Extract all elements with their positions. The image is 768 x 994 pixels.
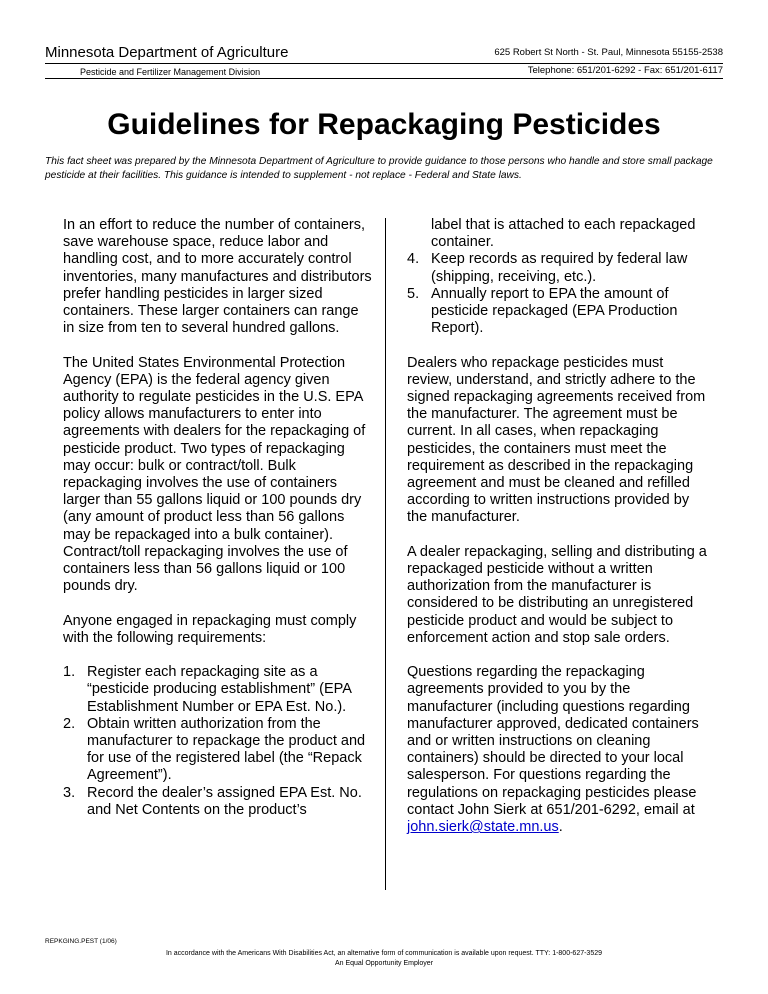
right-paragraph-2: A dealer repackaging, selling and distributing a repackaged pesticide without a written authorization from the manufacturer is considered to be distributing an unregistered pesticide product and would be subject to enforcement action and stop sale orders. bbox=[407, 543, 707, 646]
header-rule-top bbox=[45, 63, 723, 64]
list-item bbox=[407, 286, 707, 338]
list-item-text: Obtain written authorization from the manufacturer to repackage the product and for use of the registered label (the “Repack Agreement”). bbox=[87, 715, 366, 784]
agency-telephone: Telephone: 651/201-6292 - Fax: 651/201-6117 bbox=[527, 65, 723, 76]
left-paragraph-3: Anyone engaged in repackaging must comply with the following requirements: bbox=[63, 612, 357, 646]
list-item-continuation: label that is attached to each repackaged container. bbox=[431, 217, 696, 251]
sentence-period: . bbox=[558, 819, 563, 836]
intro-paragraph: This fact sheet was prepared by the Minnesota Department of Agriculture to provide guidance to those persons who handle and store small package pesticide at their facilities. This guidance is intended to supplement - not replace - Federal and State laws. bbox=[45, 156, 713, 181]
letterhead-left bbox=[45, 44, 288, 78]
requirements-list-continued bbox=[407, 251, 707, 337]
right-column bbox=[407, 217, 707, 853]
list-item-number: 1. bbox=[63, 664, 76, 681]
list-item-text: Register each repackaging site as a “pesticide producing establishment” (EPA Establishment Number or EPA Est. No.). bbox=[87, 664, 352, 715]
left-column bbox=[63, 217, 373, 819]
division-name: Pesticide and Fertilizer Management Division bbox=[80, 67, 261, 77]
list-item-number: 5. bbox=[407, 285, 420, 302]
contact-email-link[interactable]: john.sierk@state.mn.us bbox=[407, 819, 559, 836]
list-item bbox=[407, 251, 707, 285]
list-item bbox=[63, 785, 373, 819]
list-item-number: 3. bbox=[63, 784, 76, 801]
letterhead-right bbox=[494, 47, 723, 77]
left-paragraph-2: The United States Environmental Protection Agency (EPA) is the federal agency given authority to regulate pesticides in the U.S. EPA policy allows manufacturers to enter into agreements with dealers for the repackaging of pesticide product. Two types of repackaging may occur: bulk or contract/toll. Bulk repackaging involves the use of containers larger than 55 gallons liquid or 100 pounds dry (any amount of product less than 56 gallons may be repackaged into a bulk container). Contract/toll repackaging involves the use of containers less than 56 gallons liquid or 100 pounds dry. bbox=[63, 354, 366, 595]
list-item bbox=[63, 664, 373, 716]
right-paragraph-1: Dealers who repackage pesticides must review, understand, and strictly adhere to the signed repackaging agreements received from the manufacturer. The agreement must be current. In all cases, when repackaging pesticides, the containers must meet the requirement as described in the repackaging agreement and must be cleaned and refilled according to written instructions provided by the manufacturer. bbox=[407, 354, 706, 526]
left-paragraph-1: In an effort to reduce the number of containers, save warehouse space, reduce labor and handling cost, and to more accurately control inventories, many manufactures and distributors prefer handling pesticides in larger sized containers. These larger containers can range in size from ten to several hundred gallons. bbox=[63, 217, 372, 337]
list-item-number: 4. bbox=[407, 251, 420, 268]
list-item-text: Keep records as required by federal law (shipping, receiving, etc.). bbox=[431, 251, 688, 285]
requirements-list bbox=[63, 664, 373, 819]
equal-opportunity-notice: An Equal Opportunity Employer bbox=[334, 960, 434, 967]
contact-text: Questions regarding the repackaging agreements provided to you by the manufacturer (including questions regarding manufacturer approved, dedicated containers and or written instructions on cleaning containers) should be directed to your local salesperson. For questions regarding the regulations on repackaging pesticides please contact John Sierk at 651/201-6292, email at bbox=[407, 664, 699, 818]
list-item-number: 2. bbox=[63, 715, 76, 732]
ada-notice: In accordance with the Americans With Disabilities Act, an alternative form of communication is available upon request. TTY: 1-800-627-3529 bbox=[165, 950, 603, 957]
column-divider bbox=[385, 218, 386, 890]
list-item-text: Record the dealer’s assigned EPA Est. No. and Net Contents on the product’s bbox=[87, 784, 362, 818]
agency-address: 625 Robert St North - St. Paul, Minnesota 55155-2538 bbox=[494, 47, 723, 58]
list-item-text: Annually report to EPA the amount of pesticide repackaged (EPA Production Report). bbox=[431, 285, 678, 337]
list-item bbox=[63, 716, 373, 785]
right-paragraph-3 bbox=[407, 664, 707, 836]
header-rule-bottom bbox=[45, 78, 723, 79]
document-title: Guidelines for Repackaging Pesticides bbox=[107, 108, 661, 141]
agency-name: Minnesota Department of Agriculture bbox=[45, 44, 289, 61]
document-code: REPKGING.PEST (1/06) bbox=[45, 938, 117, 945]
